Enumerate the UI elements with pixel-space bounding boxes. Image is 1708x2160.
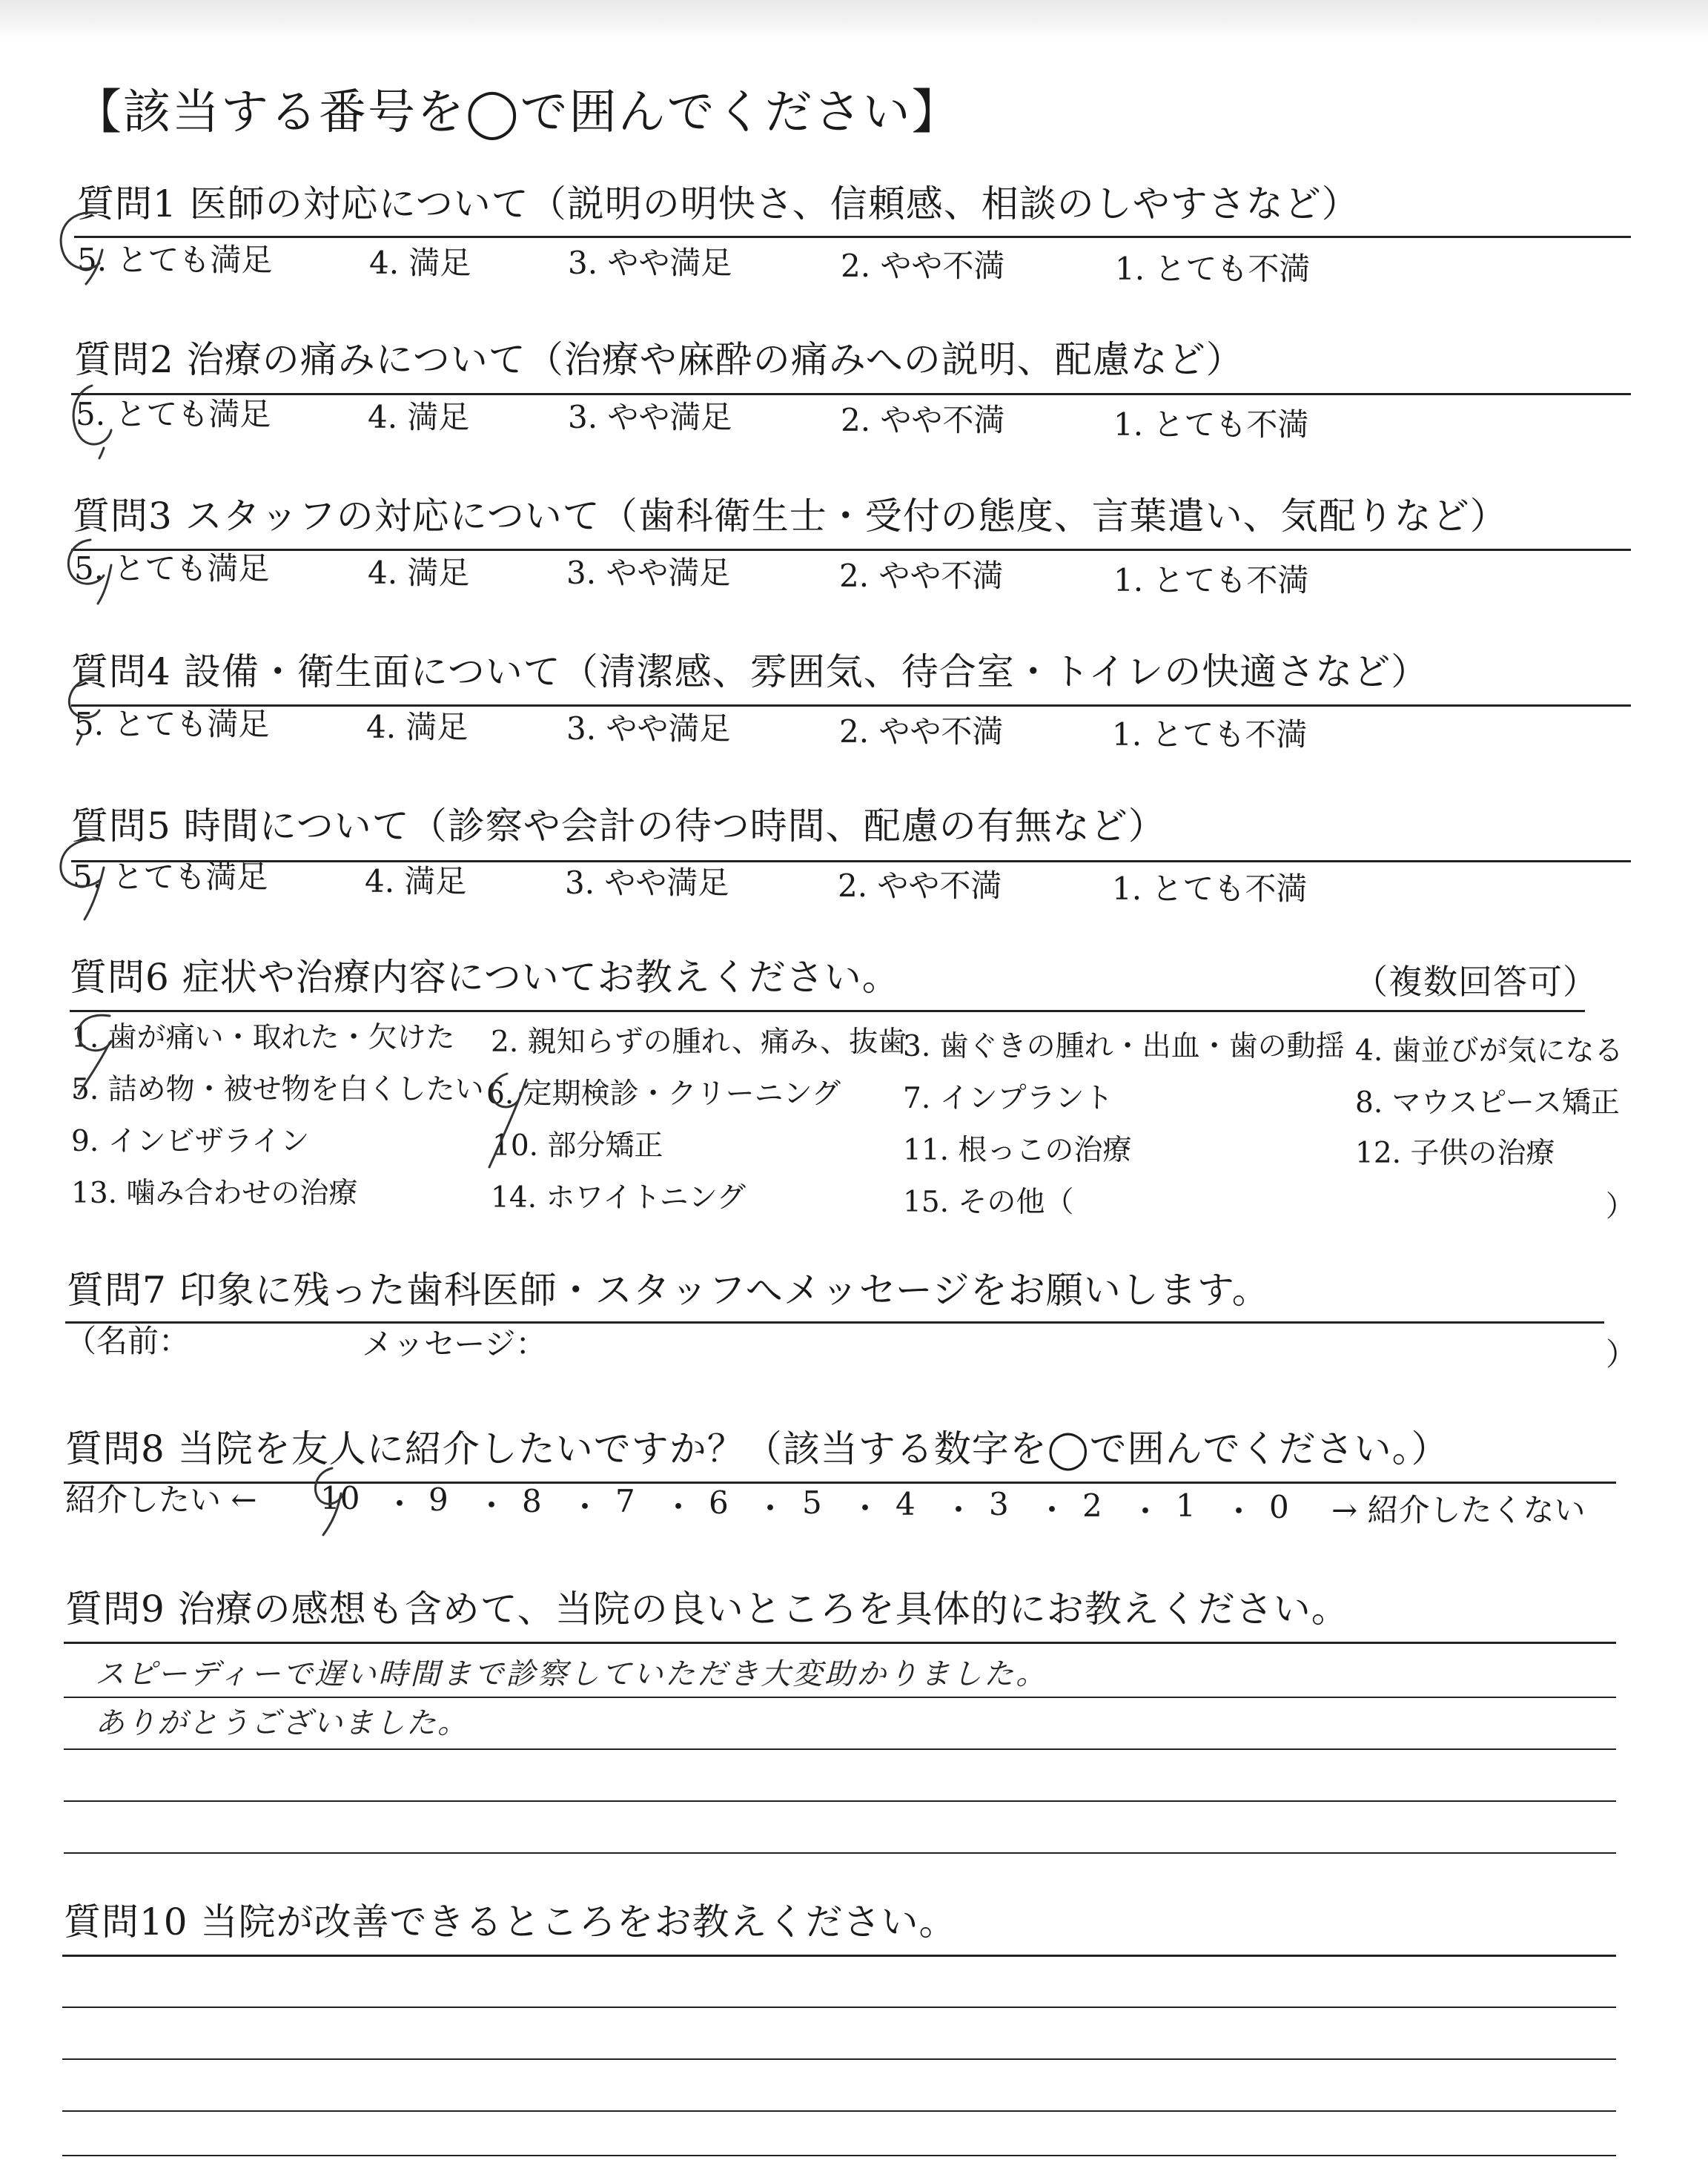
q10-answer-rule — [62, 2110, 1616, 2112]
q6-other-close-paren: ） — [1606, 1190, 1635, 1223]
q8-right-label: → 紹介したくない — [1331, 1492, 1586, 1528]
q6-item-7[interactable]: 7. インプラント — [903, 1082, 1113, 1115]
q4-option-3[interactable]: 3. やや満足 — [566, 710, 731, 747]
question-7-text: 質問7 印象に残った歯科医師・スタッフへメッセージをお願いします。 — [67, 1269, 1270, 1312]
q6-item-12[interactable]: 12. 子供の治療 — [1355, 1137, 1555, 1170]
q10-answer-rule — [62, 2058, 1616, 2060]
q6-item-4[interactable]: 4. 歯並びが気になる — [1355, 1034, 1623, 1068]
q8-separator: ・ — [476, 1487, 508, 1524]
q8-separator: ・ — [1130, 1493, 1162, 1530]
question-6-text: 質問6 症状や治療内容についてお教えください。 — [70, 956, 900, 999]
q10-answer-rule — [62, 2155, 1616, 2156]
question-3-text: 質問3 スタッフの対応について（歯科衛生士・受付の態度、言葉遣い、気配りなど） — [73, 495, 1508, 538]
q8-option-1[interactable]: 1 — [1176, 1487, 1196, 1524]
question-2-text: 質問2 治療の痛みについて（治療や麻酔の痛みへの説明、配慮など） — [74, 338, 1244, 381]
q8-left-label: 紹介したい ← — [65, 1482, 257, 1518]
q4-option-1[interactable]: 1. とても不満 — [1112, 716, 1308, 753]
q9-handwritten-answer-line-1: スピーディーで遅い時間まで診察していただき大変助かりました。 — [95, 1657, 1048, 1691]
q3-option-1[interactable]: 1. とても不満 — [1113, 562, 1309, 598]
q6-item-5[interactable]: 5. 詰め物・被せ物を白くしたい — [71, 1073, 484, 1106]
q4-option-2[interactable]: 2. やや不満 — [839, 713, 1004, 750]
q6-item-11[interactable]: 11. 根っこの治療 — [903, 1134, 1132, 1167]
q8-option-7[interactable]: 7 — [615, 1483, 635, 1519]
q6-item-15[interactable]: 15. その他（ — [903, 1186, 1074, 1219]
q1-handdrawn-circle-mark — [44, 204, 133, 285]
q6-item-9[interactable]: 9. インビザライン — [71, 1125, 310, 1158]
q2-option-2[interactable]: 2. やや不満 — [841, 402, 1005, 438]
question-5-text: 質問5 時間について（診察や会計の待つ時間、配慮の有無など） — [71, 805, 1166, 848]
q3-option-3[interactable]: 3. やや満足 — [566, 555, 731, 591]
q8-option-0[interactable]: 0 — [1269, 1489, 1289, 1525]
q5-option-5[interactable]: 5. とても満足 — [73, 859, 268, 895]
q7-name-label[interactable]: （名前： — [65, 1323, 191, 1359]
q8-option-8[interactable]: 8 — [522, 1483, 542, 1519]
q1-option-3[interactable]: 3. やや満足 — [568, 245, 732, 281]
question-6-rule — [70, 1010, 1585, 1012]
q9-answer-rule — [64, 1800, 1616, 1802]
q6-item-3[interactable]: 3. 歯ぐきの腫れ・出血・歯の動揺 — [903, 1030, 1345, 1063]
q3-handdrawn-circle-mark — [52, 526, 141, 608]
q2-option-1[interactable]: 1. とても不満 — [1113, 406, 1309, 443]
question-4-rule — [71, 704, 1631, 707]
q9-answer-rule — [64, 1748, 1616, 1750]
q9-answer-rule — [64, 1852, 1616, 1854]
question-6-multiple-note: （複数回答可） — [1354, 962, 1598, 1002]
q9-answer-rule — [64, 1697, 1616, 1698]
q4-option-5[interactable]: 5. とても満足 — [74, 706, 270, 742]
q3-option-2[interactable]: 2. やや不満 — [839, 558, 1004, 594]
q8-option-2[interactable]: 2 — [1082, 1487, 1102, 1524]
q6-item-8[interactable]: 8. マウスピース矯正 — [1355, 1086, 1620, 1120]
q9-handwritten-answer-line-2: ありがとうございました。 — [95, 1706, 469, 1740]
q2-option-3[interactable]: 3. やや満足 — [568, 399, 732, 435]
q7-close-paren: ） — [1606, 1336, 1638, 1373]
q1-option-1[interactable]: 1. とても不満 — [1115, 251, 1311, 287]
q4-option-4[interactable]: 4. 満足 — [366, 709, 469, 745]
question-1-text: 質問1 医師の対応について（説明の明快さ、信頼感、相談のしやすさなど） — [77, 182, 1360, 225]
question-9-rule — [64, 1642, 1616, 1644]
q8-option-6[interactable]: 6 — [709, 1484, 729, 1521]
q8-separator: ・ — [755, 1490, 787, 1527]
q8-separator: ・ — [850, 1490, 881, 1527]
question-8-text: 質問8 当院を友人に紹介したいですか？（該当する数字を◯で囲んでください。） — [65, 1427, 1449, 1470]
q8-separator: ・ — [943, 1492, 975, 1528]
q6-item-6[interactable]: 6. 定期検診・クリーニング — [486, 1077, 841, 1111]
question-7-rule — [65, 1321, 1604, 1324]
q6-item-1-handdrawn-circle-mark — [52, 1001, 163, 1105]
q2-option-4[interactable]: 4. 満足 — [368, 399, 470, 435]
q8-separator: ・ — [1223, 1493, 1255, 1530]
q8-option-10[interactable]: 10 — [320, 1480, 360, 1516]
q8-separator: ・ — [569, 1489, 601, 1525]
q5-option-4[interactable]: 4. 満足 — [365, 863, 467, 899]
q6-item-6-handdrawn-circle-mark — [471, 1060, 575, 1172]
q6-item-13[interactable]: 13. 噛み合わせの治療 — [71, 1177, 358, 1210]
q1-option-5[interactable]: 5. とても満足 — [77, 242, 273, 278]
q5-option-3[interactable]: 3. やや満足 — [565, 865, 729, 901]
q8-separator: ・ — [663, 1489, 695, 1525]
q7-message-label[interactable]: メッセージ： — [362, 1326, 547, 1362]
question-10-text: 質問10 当院が改善できるところをお教えください。 — [64, 1900, 957, 1943]
q8-option-3[interactable]: 3 — [989, 1486, 1009, 1522]
q5-handdrawn-circle-mark — [44, 830, 141, 927]
question-2-rule — [71, 393, 1631, 395]
question-4-text: 質問4 設備・衛生面について（清潔感、雰囲気、待合室・トイレの快適さなど） — [71, 650, 1429, 693]
q1-option-2[interactable]: 2. やや不満 — [841, 248, 1005, 284]
q6-item-2[interactable]: 2. 親知らずの腫れ、痛み、抜歯 — [491, 1025, 907, 1059]
scan-top-shadow — [0, 0, 1708, 39]
q1-option-4[interactable]: 4. 満足 — [369, 245, 471, 281]
q6-item-1[interactable]: 1. 歯が痛い・取れた・欠けた — [71, 1021, 455, 1054]
q6-item-14[interactable]: 14. ホワイトニング — [491, 1181, 746, 1215]
q5-option-2[interactable]: 2. やや不満 — [838, 868, 1002, 904]
q8-separator: ・ — [1036, 1492, 1068, 1528]
q4-handdrawn-circle-mark — [52, 667, 133, 749]
page-title: 【該当する番号を◯で囲んでください】 — [74, 85, 961, 140]
q2-handdrawn-circle-mark — [59, 371, 141, 460]
q8-separator: ・ — [384, 1486, 416, 1522]
q3-option-5[interactable]: 5. とても満足 — [74, 550, 270, 587]
question-1-rule — [74, 236, 1631, 238]
q8-option-9[interactable]: 9 — [428, 1482, 448, 1518]
question-10-rule — [62, 1955, 1616, 1957]
q6-item-10[interactable]: 10. 部分矯正 — [492, 1129, 663, 1163]
q5-option-1[interactable]: 1. とても不満 — [1112, 871, 1308, 907]
question-3-rule — [71, 549, 1631, 551]
q2-option-5[interactable]: 5. とても満足 — [76, 396, 271, 432]
q8-option-5[interactable]: 5 — [802, 1484, 822, 1521]
q8-option-4[interactable]: 4 — [896, 1486, 916, 1522]
question-9-text: 質問9 治療の感想も含めて、当院の良いところを具体的にお教えください。 — [65, 1588, 1349, 1631]
q10-answer-rule — [62, 2007, 1616, 2008]
q8-handdrawn-circle-mark — [302, 1458, 377, 1539]
question-8-rule — [64, 1482, 1616, 1484]
q3-option-4[interactable]: 4. 満足 — [368, 555, 470, 591]
